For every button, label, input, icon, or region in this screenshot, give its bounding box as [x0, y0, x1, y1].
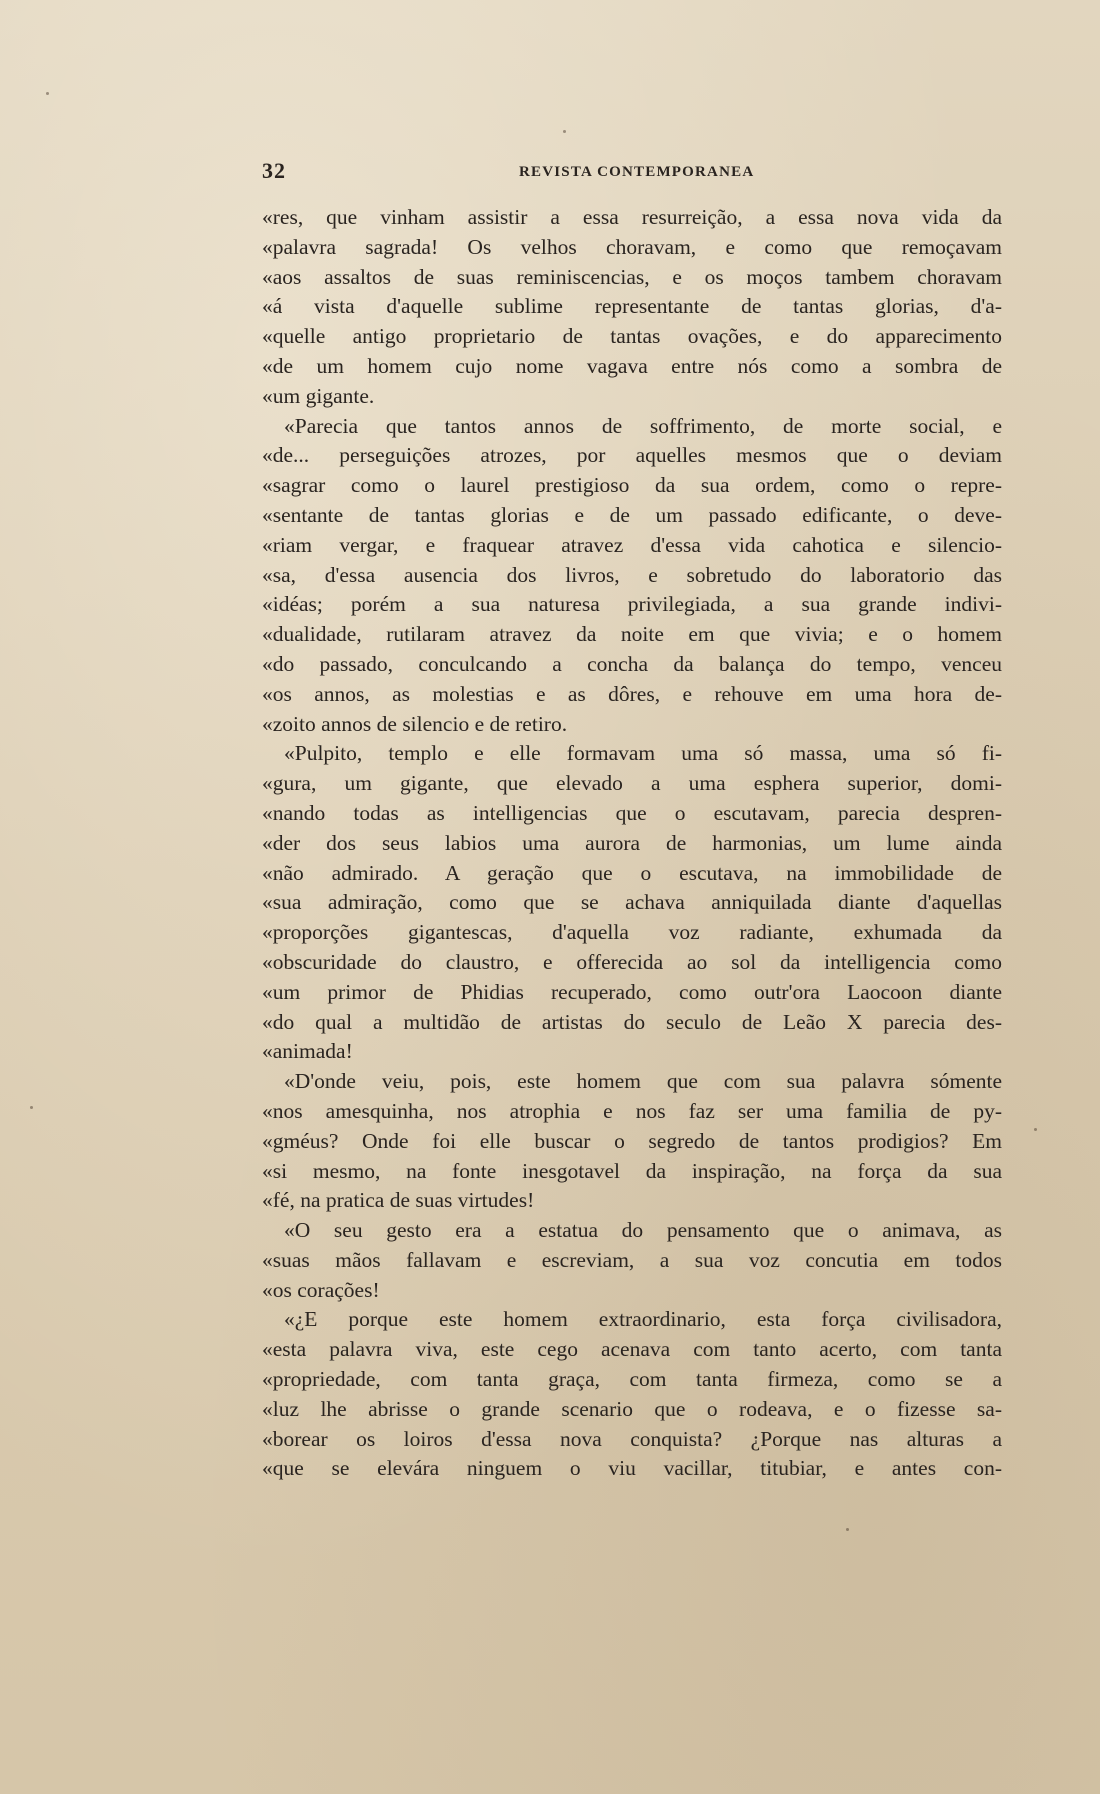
text-line: «idéas; porém a sua naturesa privilegiada, a sua grande indivi-: [262, 592, 1002, 617]
text-line: «de... perseguições atrozes, por aquelles mesmos que o deviam: [262, 443, 1002, 468]
text-line: «gméus? Onde foi elle buscar o segredo de tantos prodigios? Em: [262, 1128, 1002, 1153]
text-line: «Parecia que tantos annos de soffrimento, de morte social, e: [284, 413, 1002, 438]
text-line: «animada!: [262, 1039, 353, 1064]
text-line: «Pulpito, templo e elle formavam uma só massa, uma só fi-: [284, 741, 1002, 766]
text-line: «quelle antigo proprietario de tantas ovações, e do apparecimento: [262, 324, 1002, 349]
text-line: «sentante de tantas glorias e de um passado edificante, o deve-: [262, 502, 1002, 527]
running-title: REVISTA CONTEMPORANEA: [519, 164, 755, 180]
text-line: «sa, d'essa ausencia dos livros, e sobretudo do laboratorio das: [262, 562, 1002, 587]
text-line: «dualidade, rutilaram atravez da noite em que vivia; e o homem: [262, 622, 1002, 647]
text-line: «gura, um gigante, que elevado a uma esphera superior, domi-: [262, 771, 1002, 796]
body-text: [262, 203, 1002, 1484]
text-line: «sagrar como o laurel prestigioso da sua ordem, como o repre-: [262, 473, 1002, 498]
text-line: «obscuridade do claustro, e offerecida ao sol da intelligencia como: [262, 949, 1002, 974]
text-line: «não admirado. A geração que o escutava, na immobilidade de: [262, 860, 1002, 885]
paper-speck: [846, 1528, 849, 1531]
text-line: «zoito annos de silencio e de retiro.: [262, 711, 568, 736]
text-line: «der dos seus labios uma aurora de harmonias, um lume ainda: [262, 830, 1002, 855]
text-line: «de um homem cujo nome vagava entre nós como a sombra de: [262, 353, 1002, 378]
text-line: «fé, na pratica de suas virtudes!: [262, 1188, 535, 1213]
page-number: 32: [262, 158, 286, 183]
text-line: «palavra sagrada! Os velhos choravam, e como que remoçavam: [262, 234, 1002, 259]
text-line: «um primor de Phidias recuperado, como outr'ora Laocoon diante: [262, 979, 1002, 1004]
text-line: «esta palavra viva, este cego acenava com tanto acerto, com tanta: [262, 1337, 1002, 1362]
text-line: «aos assaltos de suas reminiscencias, e os moços tambem choravam: [262, 264, 1002, 289]
text-line: «nos amesquinha, nos atrophia e nos faz ser uma familia de py-: [262, 1098, 1002, 1123]
text-line: «res, que vinham assistir a essa resurreição, a essa nova vida da: [262, 205, 1002, 229]
text-line: «sua admiração, como que se achava anniquilada diante d'aquellas: [262, 890, 1002, 915]
text-line: «os corações!: [262, 1277, 380, 1302]
paper-speck: [46, 92, 49, 95]
text-line: «si mesmo, na fonte inesgotavel da inspiração, na força da sua: [262, 1158, 1002, 1183]
page-header: [262, 158, 1002, 190]
text-line: «¿E porque este homem extraordinario, esta força civilisadora,: [284, 1307, 1002, 1332]
paper-speck: [1034, 1128, 1037, 1131]
text-line: «os annos, as molestias e as dôres, e rehouve em uma hora de-: [262, 681, 1002, 706]
text-line: «um gigante.: [262, 383, 375, 408]
text-line: «O seu gesto era a estatua do pensamento que o animava, as: [284, 1218, 1002, 1243]
text-line: «propriedade, com tanta graça, com tanta firmeza, como se a: [262, 1367, 1002, 1392]
paper-speck: [563, 130, 566, 133]
paper-speck: [30, 1106, 33, 1109]
text-line: «do qual a multidão de artistas do seculo de Leão X parecia des-: [262, 1009, 1002, 1034]
text-line: «luz lhe abrisse o grande scenario que o rodeava, e o fizesse sa-: [262, 1396, 1002, 1421]
text-line: «D'onde veiu, pois, este homem que com sua palavra sómente: [284, 1069, 1002, 1094]
text-line: «proporções gigantescas, d'aquella voz radiante, exhumada da: [262, 920, 1002, 945]
text-line: «que se elevára ninguem o viu vacillar, titubiar, e antes con-: [262, 1456, 1002, 1481]
text-line: «nando todas as intelligencias que o escutavam, parecia despren-: [262, 800, 1002, 825]
text-line: «á vista d'aquelle sublime representante de tantas glorias, d'a-: [262, 294, 1002, 319]
text-line: «suas mãos fallavam e escreviam, a sua voz concutia em todos: [262, 1247, 1002, 1272]
text-line: «do passado, conculcando a concha da balança do tempo, venceu: [262, 651, 1002, 676]
text-line: «borear os loiros d'essa nova conquista? ¿Porque nas alturas a: [262, 1426, 1002, 1451]
text-line: «riam vergar, e fraquear atravez d'essa vida cahotica e silencio-: [262, 532, 1002, 557]
